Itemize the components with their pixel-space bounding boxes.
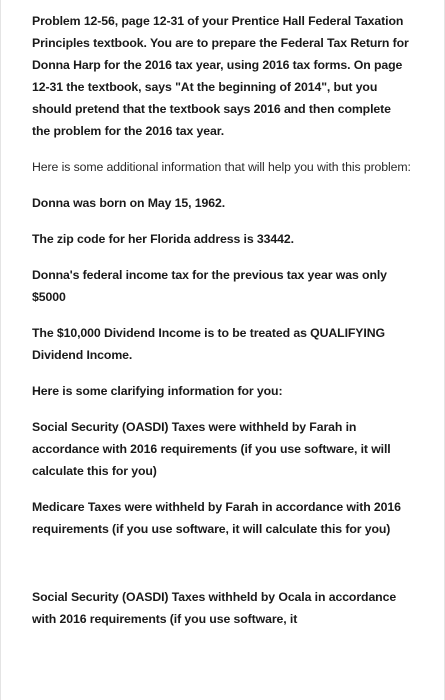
farah-medicare-paragraph: Medicare Taxes were withheld by Farah in accordance with 2016 requirements (if you use software, it will calculate this for you) <box>32 500 401 536</box>
birth-date-paragraph: Donna was born on May 15, 1962. <box>32 196 226 210</box>
clarifying-info-paragraph: Here is some clarifying information for you: <box>32 384 283 398</box>
ocala-oasdi-paragraph: Social Security (OASDI) Taxes withheld by Ocala in accordance with 2016 requirements (if you use software, it <box>32 590 397 626</box>
document-body <box>32 10 412 630</box>
problem-intro-paragraph: Problem 12-56, page 12-31 of your Prentice Hall Federal Taxation Principles textbook. You are to prepare the Federal Tax Return for Donna Harp for the 2016 tax year, using 2016 tax forms. On page 12-31 the textbook, says "At the beginning of 2014", but you should pretend that the textbook says 2016 and then complete the problem for the 2016 tax year. <box>32 14 409 138</box>
dividend-income-paragraph: The $10,000 Dividend Income is to be treated as QUALIFYING Dividend Income. <box>32 326 385 362</box>
additional-info-paragraph: Here is some additional information that will help you with this problem: <box>32 160 411 174</box>
zip-code-paragraph: The zip code for her Florida address is 33442. <box>32 232 294 246</box>
previous-tax-paragraph: Donna's federal income tax for the previous tax year was only $5000 <box>32 268 387 304</box>
farah-oasdi-paragraph: Social Security (OASDI) Taxes were withheld by Farah in accordance with 2016 requirements (if you use software, it will calculate this for you) <box>32 420 391 478</box>
